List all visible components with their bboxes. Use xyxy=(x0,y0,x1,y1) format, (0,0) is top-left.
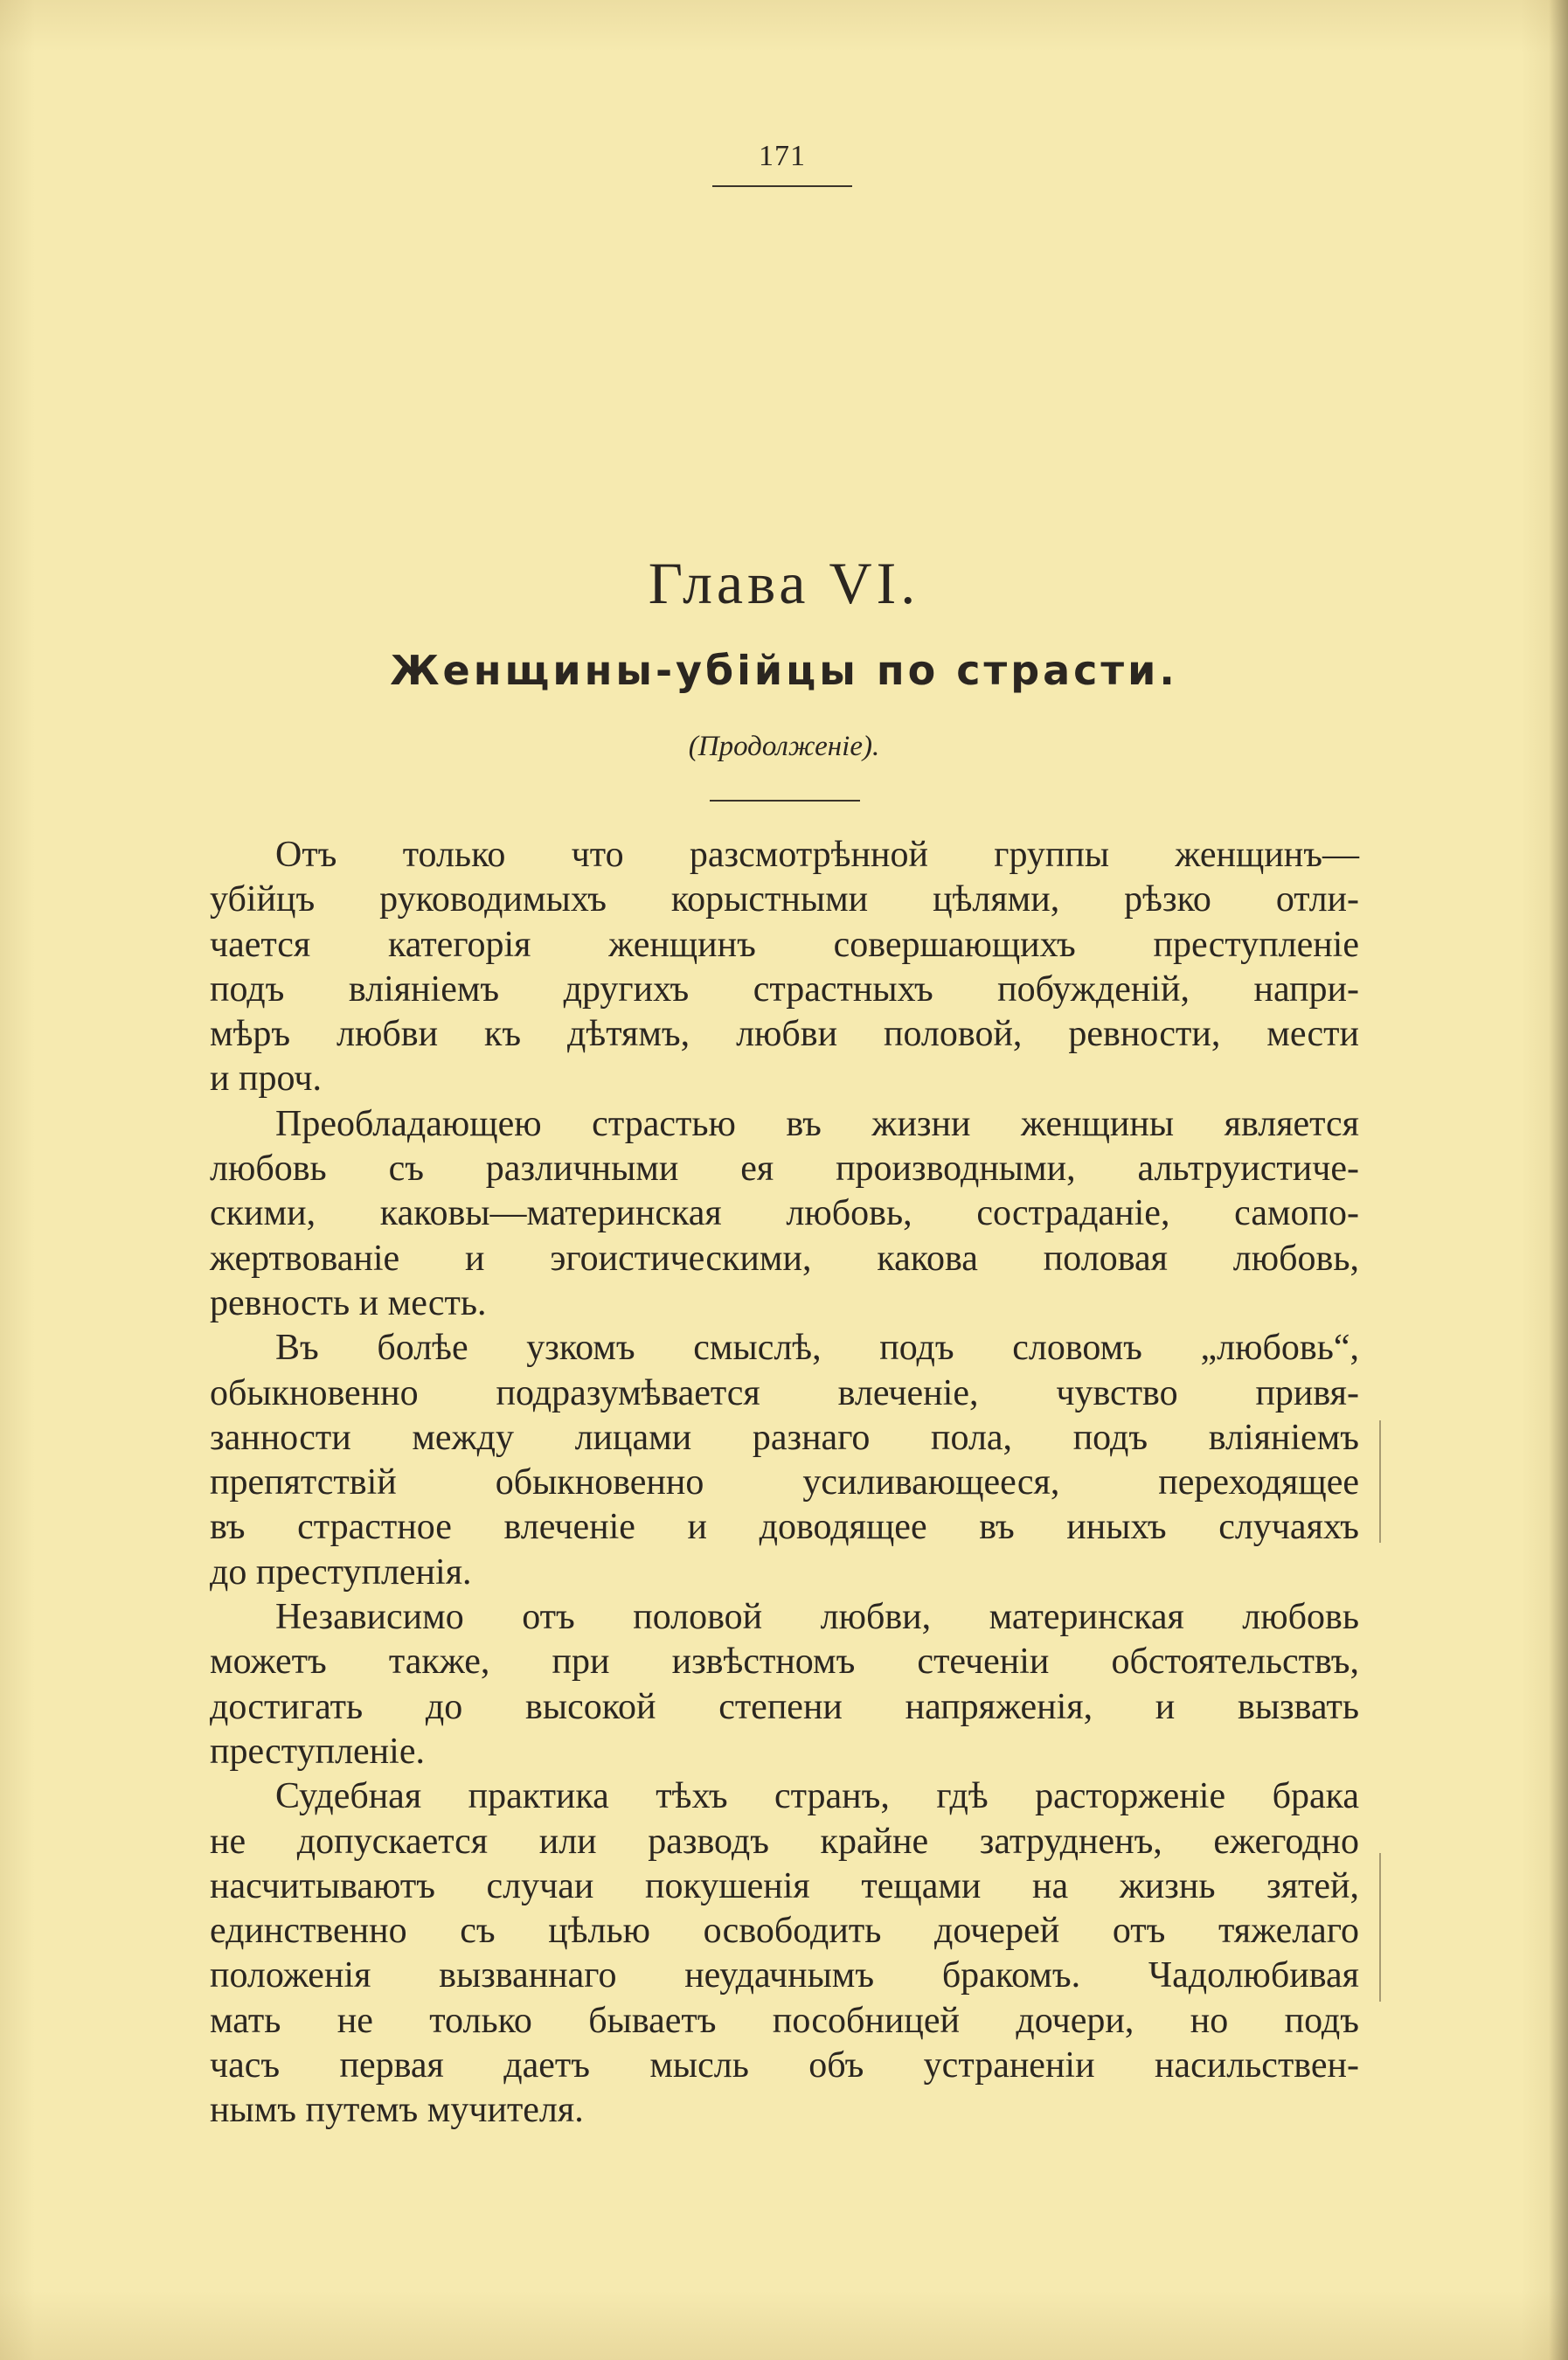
chapter-heading: Глава VI. xyxy=(648,550,920,616)
text-line: до преступленія. xyxy=(210,1551,472,1593)
text-line: преступленіе. xyxy=(210,1731,425,1772)
heading-divider xyxy=(710,800,860,802)
chapter-title: Женщины-убійцы по страсти. xyxy=(390,647,1178,694)
paragraph xyxy=(210,833,1359,1102)
paragraph xyxy=(210,1774,1359,2133)
text-line: обыкновенно подразумѣвается влеченіе, чувство привя- xyxy=(210,1372,1359,1413)
text-line: положенія вызваннаго неудачнымъ бракомъ. Чадолюбивая xyxy=(210,1955,1359,1996)
text-line: можетъ также, при извѣстномъ стеченіи обстоятельствъ, xyxy=(210,1642,1359,1683)
text-line: Отъ только что разсмотрѣнной группы женщинъ— xyxy=(275,835,1359,875)
text-line: нымъ путемъ мучителя. xyxy=(210,2090,584,2131)
margin-mark xyxy=(1379,1853,1381,2002)
body-text xyxy=(210,833,1359,2134)
text-line: препятствій обыкновенно усиливающееся, переходящее xyxy=(210,1462,1359,1503)
text-line: скими, каковы—материнская любовь, состраданіе, самопо- xyxy=(210,1193,1359,1234)
continuation-note: (Продолженіе). xyxy=(688,731,880,762)
page-number-rule xyxy=(712,185,852,187)
paragraph xyxy=(210,1595,1359,1774)
text-line: достигать до высокой степени напряженія, и вызвать xyxy=(210,1686,1359,1727)
text-line: единственно съ цѣлью освободить дочерей отъ тяжелаго xyxy=(210,1911,1359,1952)
text-line: ревность и месть. xyxy=(210,1282,487,1323)
text-line: чается категорія женщинъ совершающихъ преступленіе xyxy=(210,924,1359,965)
paragraph xyxy=(210,1102,1359,1326)
page-number: 171 xyxy=(759,140,806,172)
text-line: Преобладающею страстью въ жизни женщины является xyxy=(275,1103,1359,1144)
margin-mark xyxy=(1379,1420,1381,1543)
text-line: насчитываютъ случаи покушенія тещами на жизнь зятей, xyxy=(210,1865,1359,1906)
text-line: Въ болѣе узкомъ смыслѣ, подъ словомъ „любовь“, xyxy=(275,1328,1359,1369)
text-line: убійцъ руководимыхъ корыстными цѣлями, рѣзко отли- xyxy=(210,879,1359,920)
text-line: мѣръ любви къ дѣтямъ, любви половой, ревности, мести xyxy=(210,1014,1359,1055)
text-line: любовь съ различными ея производными, альтруистиче- xyxy=(210,1149,1359,1190)
text-line: занности между лицами разнаго пола, подъ вліяніемъ xyxy=(210,1417,1359,1458)
text-line: жертвованіе и эгоистическими, какова половая любовь, xyxy=(210,1238,1359,1279)
paragraph xyxy=(210,1326,1359,1595)
text-line: часъ первая даетъ мысль объ устраненіи насильствен- xyxy=(210,2045,1359,2086)
text-line: мать не только бываетъ пособницей дочери, но подъ xyxy=(210,2000,1359,2041)
text-line: не допускается или разводъ крайне затрудненъ, ежегодно xyxy=(210,1821,1359,1862)
text-line: Независимо отъ половой любви, материнская любовь xyxy=(275,1597,1359,1638)
page-edge-shadow xyxy=(1549,0,1568,2360)
text-line: и проч. xyxy=(210,1059,322,1100)
text-line: Судебная практика тѣхъ странъ, гдѣ расторженіе брака xyxy=(275,1776,1359,1817)
text-line: въ страстное влеченіе и доводящее въ иныхъ случаяхъ xyxy=(210,1507,1359,1548)
text-line: подъ вліяніемъ другихъ страстныхъ побужденій, напри- xyxy=(210,968,1359,1010)
